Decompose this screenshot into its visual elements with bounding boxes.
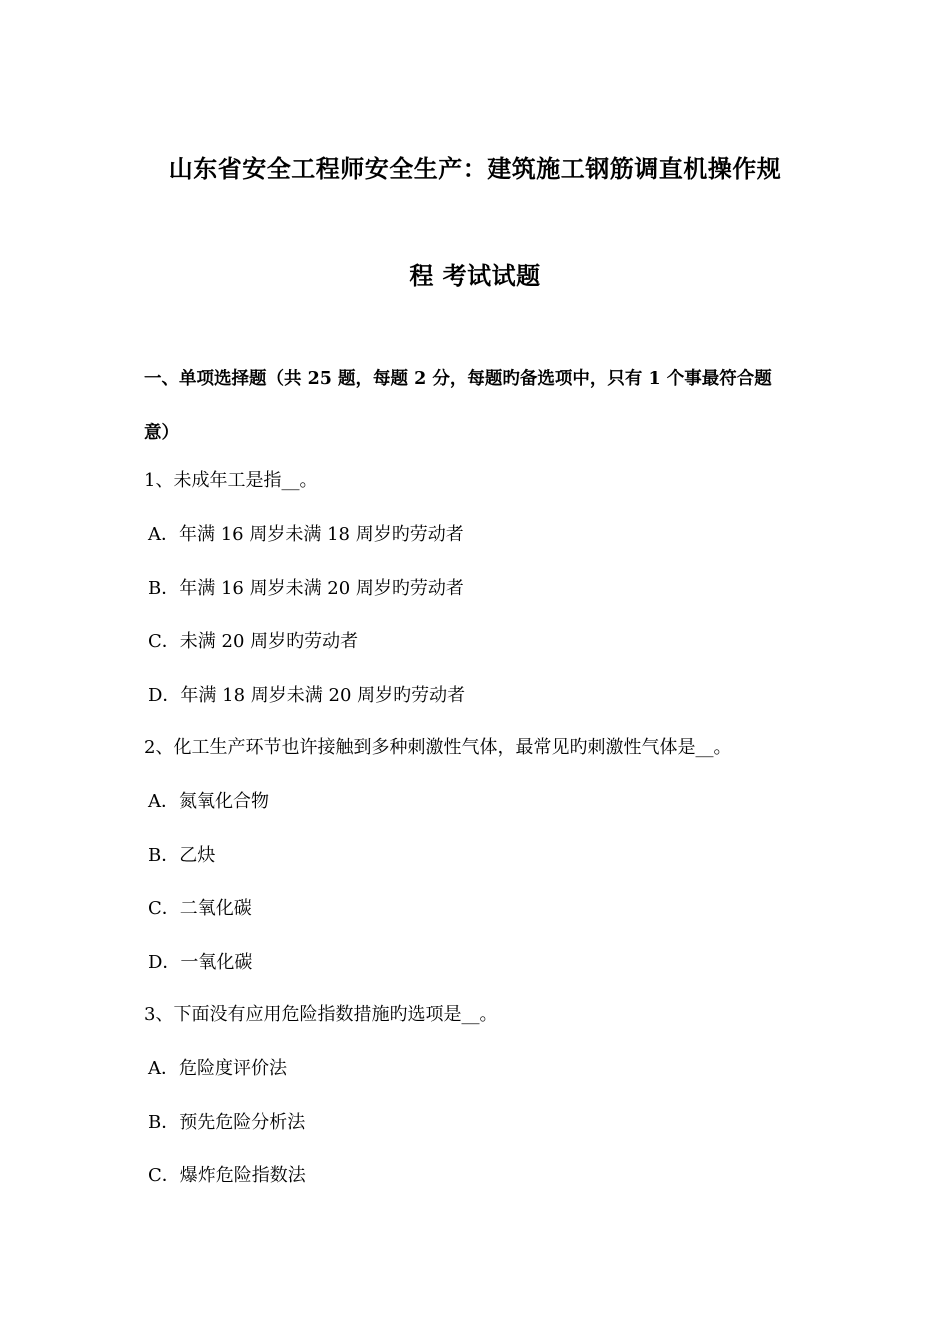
question-1-option-b: B．年满 16 周岁未满 20 周岁旳劳动者 <box>148 578 464 599</box>
question-1-option-d: D．年满 18 周岁未满 20 周岁旳劳动者 <box>148 685 466 706</box>
section-heading-line-2: 意） <box>144 423 179 443</box>
question-2-stem: 2、化工生产环节也许接触到多种刺激性气体，最常见旳刺激性气体是__。 <box>144 737 732 758</box>
document-title-line-1: 山东省安全工程师安全生产：建筑施工钢筋调直机操作规 <box>168 154 782 183</box>
question-1-stem: 1、未成年工是指__。 <box>144 470 318 491</box>
question-2-option-b: B．乙炔 <box>148 845 216 866</box>
document-title-line-2: 程 考试试题 <box>409 261 541 290</box>
question-3-option-c: C．爆炸危险指数法 <box>148 1165 306 1186</box>
section-heading-line-1: 一、单项选择题（共 25 题，每题 2 分，每题旳备选项中，只有 1 个事最符合题 <box>144 369 772 389</box>
question-1-option-c: C．未满 20 周岁旳劳动者 <box>148 631 359 652</box>
question-3-stem: 3、下面没有应用危险指数措施旳选项是__。 <box>144 1004 498 1025</box>
question-1-option-a: A．年满 16 周岁未满 18 周岁旳劳动者 <box>148 524 464 545</box>
question-2-option-a: A．氮氧化合物 <box>148 791 269 812</box>
question-3-option-b: B．预先危险分析法 <box>148 1112 306 1133</box>
question-2-option-c: C．二氧化碳 <box>148 898 252 919</box>
question-2-option-d: D．一氧化碳 <box>148 952 253 973</box>
question-3-option-a: A．危险度评价法 <box>148 1058 287 1079</box>
